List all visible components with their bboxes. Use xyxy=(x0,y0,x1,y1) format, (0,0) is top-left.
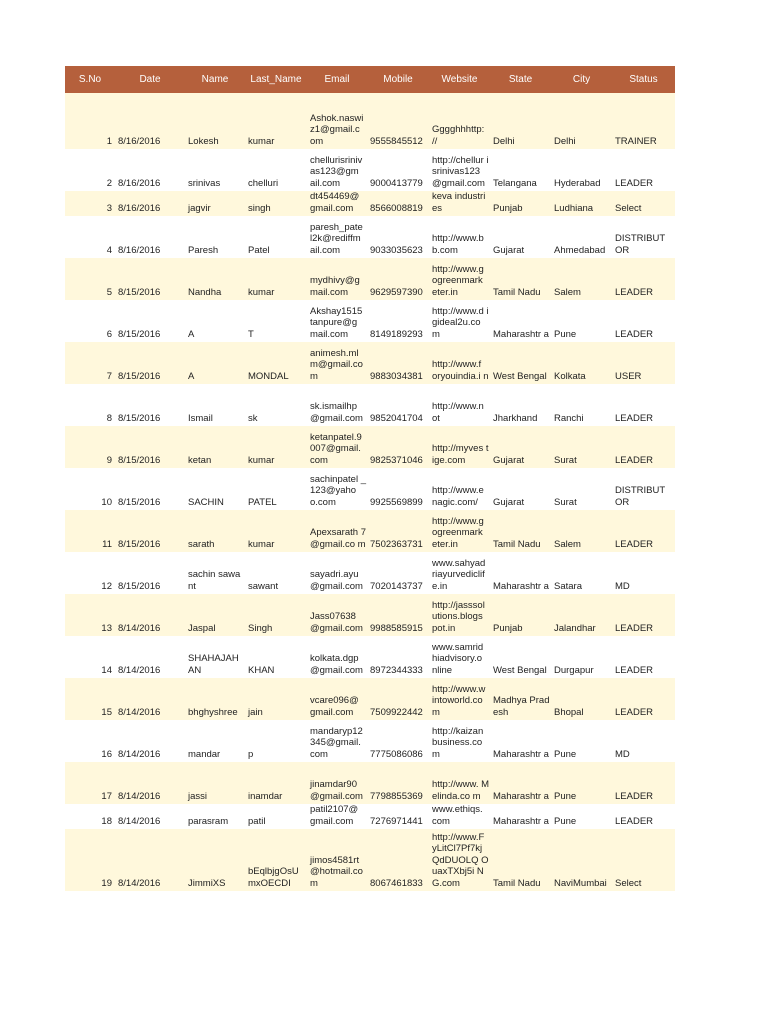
cell-city: Pune xyxy=(551,762,612,804)
cell-status: LEADER xyxy=(612,149,675,191)
cell-email: patil2107@ gmail.com xyxy=(307,804,367,829)
cell-date: 8/14/2016 xyxy=(115,678,185,720)
cell-website: http://myves tige.com xyxy=(429,426,490,468)
cell-date: 8/14/2016 xyxy=(115,804,185,829)
table-row xyxy=(65,426,675,468)
cell-last-name: sk xyxy=(245,384,307,426)
cell-state: Jharkhand xyxy=(490,384,551,426)
column-header-last-name: Last_Name xyxy=(245,66,307,93)
cell-city: Durgapur xyxy=(551,636,612,678)
cell-name: A xyxy=(185,342,245,384)
cell-state: Maharashtr a xyxy=(490,762,551,804)
cell-last-name: bEqlbjgOsU mxOECDI xyxy=(245,829,307,891)
cell-date: 8/15/2016 xyxy=(115,300,185,342)
cell-website: http://www.b b.com xyxy=(429,216,490,258)
cell-mobile: 7775086086 xyxy=(367,720,429,762)
cell-website: keva industries xyxy=(429,191,490,216)
cell-last-name: singh xyxy=(245,191,307,216)
cell-last-name: kumar xyxy=(245,510,307,552)
cell-date: 8/14/2016 xyxy=(115,636,185,678)
cell-email: Ashok.naswi z1@gmail.c om xyxy=(307,93,367,149)
cell-status: Select xyxy=(612,829,675,891)
column-header-sno: S.No xyxy=(65,66,115,93)
cell-status: USER xyxy=(612,342,675,384)
cell-website: http://kaizan business.co m xyxy=(429,720,490,762)
cell-city: Ludhiana xyxy=(551,191,612,216)
cell-status: MD xyxy=(612,720,675,762)
column-header-email: Email xyxy=(307,66,367,93)
cell-name: SHAHAJAH AN xyxy=(185,636,245,678)
table-row xyxy=(65,594,675,636)
cell-mobile: 8566008819 xyxy=(367,191,429,216)
cell-website: www.samrid hiadvisory.o nline xyxy=(429,636,490,678)
cell-state: Punjab xyxy=(490,191,551,216)
cell-city: Pune xyxy=(551,300,612,342)
table-row xyxy=(65,636,675,678)
cell-sno: 16 xyxy=(65,720,115,762)
cell-mobile: 9852041704 xyxy=(367,384,429,426)
cell-sno: 15 xyxy=(65,678,115,720)
cell-mobile: 8149189293 xyxy=(367,300,429,342)
cell-name: jagvir xyxy=(185,191,245,216)
cell-sno: 5 xyxy=(65,258,115,300)
table-row xyxy=(65,804,675,829)
cell-sno: 9 xyxy=(65,426,115,468)
cell-date: 8/15/2016 xyxy=(115,426,185,468)
cell-name: mandar xyxy=(185,720,245,762)
column-header-city: City xyxy=(551,66,612,93)
cell-date: 8/14/2016 xyxy=(115,762,185,804)
table-row xyxy=(65,216,675,258)
table-row xyxy=(65,300,675,342)
table-row xyxy=(65,510,675,552)
cell-city: Pune xyxy=(551,720,612,762)
cell-sno: 3 xyxy=(65,191,115,216)
cell-city: Satara xyxy=(551,552,612,594)
cell-name: jassi xyxy=(185,762,245,804)
cell-date: 8/15/2016 xyxy=(115,468,185,510)
table-body xyxy=(65,93,675,891)
cell-status: LEADER xyxy=(612,636,675,678)
cell-city: Surat xyxy=(551,426,612,468)
cell-city: Ranchi xyxy=(551,384,612,426)
cell-state: West Bengal xyxy=(490,636,551,678)
cell-state: Delhi xyxy=(490,93,551,149)
cell-email: dt454469@ gmail.com xyxy=(307,191,367,216)
cell-mobile: 9555845512 xyxy=(367,93,429,149)
cell-status: Select xyxy=(612,191,675,216)
cell-status: LEADER xyxy=(612,762,675,804)
cell-name: JimmiXS xyxy=(185,829,245,891)
cell-date: 8/16/2016 xyxy=(115,93,185,149)
cell-website: http://www.w intoworld.co m xyxy=(429,678,490,720)
cell-date: 8/14/2016 xyxy=(115,829,185,891)
cell-website: http://www.n ot xyxy=(429,384,490,426)
cell-mobile: 8067461833 xyxy=(367,829,429,891)
cell-last-name: KHAN xyxy=(245,636,307,678)
data-table xyxy=(65,66,675,891)
cell-sno: 1 xyxy=(65,93,115,149)
table-row xyxy=(65,191,675,216)
cell-name: Lokesh xyxy=(185,93,245,149)
cell-last-name: PATEL xyxy=(245,468,307,510)
cell-sno: 19 xyxy=(65,829,115,891)
cell-status: TRAINER xyxy=(612,93,675,149)
cell-name: Nandha xyxy=(185,258,245,300)
cell-email: jimos4581rt @hotmail.co m xyxy=(307,829,367,891)
cell-website: http://www. Melinda.co m xyxy=(429,762,490,804)
cell-date: 8/15/2016 xyxy=(115,552,185,594)
cell-status: DISTRIBUT OR xyxy=(612,216,675,258)
cell-email: Akshay1515 tanpure@g mail.com xyxy=(307,300,367,342)
table-row xyxy=(65,93,675,149)
column-header-status: Status xyxy=(612,66,675,93)
column-header-state: State xyxy=(490,66,551,93)
cell-status: LEADER xyxy=(612,510,675,552)
cell-email: sayadri.ayu @gmail.com xyxy=(307,552,367,594)
cell-mobile: 9629597390 xyxy=(367,258,429,300)
cell-website: http://www.g ogreenmark eter.in xyxy=(429,510,490,552)
cell-last-name: patil xyxy=(245,804,307,829)
table-row xyxy=(65,829,675,891)
cell-name: sarath xyxy=(185,510,245,552)
cell-name: sachin sawant xyxy=(185,552,245,594)
cell-last-name: Patel xyxy=(245,216,307,258)
cell-state: Maharashtr a xyxy=(490,300,551,342)
cell-state: Maharashtr a xyxy=(490,720,551,762)
cell-mobile: 9925569899 xyxy=(367,468,429,510)
cell-name: A xyxy=(185,300,245,342)
cell-name: srinivas xyxy=(185,149,245,191)
cell-website: http://www.F yLitCl7Pf7kj QdDUOLQ OuaxTXbj5i NG.com xyxy=(429,829,490,891)
cell-status: LEADER xyxy=(612,426,675,468)
cell-date: 8/15/2016 xyxy=(115,510,185,552)
cell-city: Hyderabad xyxy=(551,149,612,191)
cell-last-name: jain xyxy=(245,678,307,720)
cell-status: LEADER xyxy=(612,300,675,342)
cell-mobile: 7509922442 xyxy=(367,678,429,720)
cell-city: Kolkata xyxy=(551,342,612,384)
table-row xyxy=(65,720,675,762)
cell-email: Apexsarath 7@gmail.co m xyxy=(307,510,367,552)
cell-state: Telangana xyxy=(490,149,551,191)
cell-website: http://www.g ogreenmark eter.in xyxy=(429,258,490,300)
cell-website: www.ethiqs. com xyxy=(429,804,490,829)
cell-city: NaviMumbai xyxy=(551,829,612,891)
cell-last-name: MONDAL xyxy=(245,342,307,384)
table-row xyxy=(65,342,675,384)
cell-state: Tamil Nadu xyxy=(490,510,551,552)
cell-date: 8/16/2016 xyxy=(115,216,185,258)
table-row xyxy=(65,468,675,510)
cell-state: Madhya Pradesh xyxy=(490,678,551,720)
cell-state: Tamil Nadu xyxy=(490,258,551,300)
cell-website: http://www.e nagic.com/ xyxy=(429,468,490,510)
cell-state: Maharashtr a xyxy=(490,552,551,594)
cell-mobile: 9033035623 xyxy=(367,216,429,258)
cell-mobile: 9883034381 xyxy=(367,342,429,384)
cell-email: animesh.ml m@gmail.co m xyxy=(307,342,367,384)
table-row xyxy=(65,678,675,720)
cell-name: Ismail xyxy=(185,384,245,426)
cell-email: paresh_pate l2k@rediffm ail.com xyxy=(307,216,367,258)
cell-city: Pune xyxy=(551,804,612,829)
cell-city: Bhopal xyxy=(551,678,612,720)
cell-mobile: 9825371046 xyxy=(367,426,429,468)
cell-sno: 8 xyxy=(65,384,115,426)
cell-mobile: 8972344333 xyxy=(367,636,429,678)
cell-mobile: 7020143737 xyxy=(367,552,429,594)
cell-state: Gujarat xyxy=(490,468,551,510)
cell-city: Ahmedabad xyxy=(551,216,612,258)
cell-name: SACHIN xyxy=(185,468,245,510)
cell-status: MD xyxy=(612,552,675,594)
cell-email: jinamdar90 @gmail.com xyxy=(307,762,367,804)
cell-status: LEADER xyxy=(612,258,675,300)
cell-email: kolkata.dgp @gmail.com xyxy=(307,636,367,678)
cell-last-name: Singh xyxy=(245,594,307,636)
cell-website: http://www.d igideal2u.co m xyxy=(429,300,490,342)
cell-sno: 4 xyxy=(65,216,115,258)
cell-name: bhghyshree xyxy=(185,678,245,720)
cell-date: 8/16/2016 xyxy=(115,191,185,216)
cell-sno: 13 xyxy=(65,594,115,636)
cell-email: sachinpatel _123@yaho o.com xyxy=(307,468,367,510)
cell-date: 8/14/2016 xyxy=(115,720,185,762)
cell-city: Salem xyxy=(551,258,612,300)
cell-state: Gujarat xyxy=(490,216,551,258)
cell-last-name: inamdar xyxy=(245,762,307,804)
cell-mobile: 7276971441 xyxy=(367,804,429,829)
cell-state: Tamil Nadu xyxy=(490,829,551,891)
cell-last-name: T xyxy=(245,300,307,342)
cell-state: West Bengal xyxy=(490,342,551,384)
cell-sno: 10 xyxy=(65,468,115,510)
column-header-mobile: Mobile xyxy=(367,66,429,93)
cell-status: DISTRIBUT OR xyxy=(612,468,675,510)
cell-website: http://jasssol utions.blogs pot.in xyxy=(429,594,490,636)
cell-mobile: 7798855369 xyxy=(367,762,429,804)
cell-city: Delhi xyxy=(551,93,612,149)
cell-name: Paresh xyxy=(185,216,245,258)
cell-status: LEADER xyxy=(612,804,675,829)
cell-date: 8/15/2016 xyxy=(115,384,185,426)
cell-email: ketanpatel.9 007@gmail. com xyxy=(307,426,367,468)
cell-email: vcare096@ gmail.com xyxy=(307,678,367,720)
cell-status: LEADER xyxy=(612,594,675,636)
cell-name: Jaspal xyxy=(185,594,245,636)
cell-sno: 17 xyxy=(65,762,115,804)
cell-sno: 12 xyxy=(65,552,115,594)
cell-sno: 18 xyxy=(65,804,115,829)
cell-email: Jass07638 @gmail.com xyxy=(307,594,367,636)
header-row xyxy=(65,66,675,93)
cell-status: LEADER xyxy=(612,678,675,720)
cell-sno: 2 xyxy=(65,149,115,191)
cell-email: sk.ismailhp @gmail.com xyxy=(307,384,367,426)
cell-last-name: chelluri xyxy=(245,149,307,191)
cell-name: parasram xyxy=(185,804,245,829)
table-row xyxy=(65,149,675,191)
cell-state: Gujarat xyxy=(490,426,551,468)
cell-sno: 11 xyxy=(65,510,115,552)
cell-last-name: kumar xyxy=(245,93,307,149)
cell-date: 8/16/2016 xyxy=(115,149,185,191)
cell-state: Maharashtr a xyxy=(490,804,551,829)
cell-city: Surat xyxy=(551,468,612,510)
cell-status: LEADER xyxy=(612,384,675,426)
cell-state: Punjab xyxy=(490,594,551,636)
cell-email: mydhivy@g mail.com xyxy=(307,258,367,300)
table-row xyxy=(65,552,675,594)
cell-sno: 7 xyxy=(65,342,115,384)
cell-name: ketan xyxy=(185,426,245,468)
cell-last-name: sawant xyxy=(245,552,307,594)
cell-sno: 14 xyxy=(65,636,115,678)
cell-date: 8/14/2016 xyxy=(115,594,185,636)
cell-mobile: 9000413779 xyxy=(367,149,429,191)
column-header-name: Name xyxy=(185,66,245,93)
table-row xyxy=(65,762,675,804)
cell-email: mandaryp12 345@gmail. com xyxy=(307,720,367,762)
cell-city: Salem xyxy=(551,510,612,552)
cell-date: 8/15/2016 xyxy=(115,342,185,384)
cell-website: www.sahyad riayurvediclif e.in xyxy=(429,552,490,594)
column-header-website: Website xyxy=(429,66,490,93)
table-row xyxy=(65,258,675,300)
cell-city: Jalandhar xyxy=(551,594,612,636)
cell-website: http://www.f oryouindia.i n xyxy=(429,342,490,384)
cell-mobile: 9988585915 xyxy=(367,594,429,636)
cell-website: http://chellur isrinivas123 @gmail.com xyxy=(429,149,490,191)
column-header-date: Date xyxy=(115,66,185,93)
cell-date: 8/15/2016 xyxy=(115,258,185,300)
cell-last-name: kumar xyxy=(245,258,307,300)
cell-website: Gggghhhttp: // xyxy=(429,93,490,149)
cell-email: chellurisriniv as123@gm ail.com xyxy=(307,149,367,191)
cell-sno: 6 xyxy=(65,300,115,342)
cell-mobile: 7502363731 xyxy=(367,510,429,552)
table-row xyxy=(65,384,675,426)
cell-last-name: p xyxy=(245,720,307,762)
cell-last-name: kumar xyxy=(245,426,307,468)
